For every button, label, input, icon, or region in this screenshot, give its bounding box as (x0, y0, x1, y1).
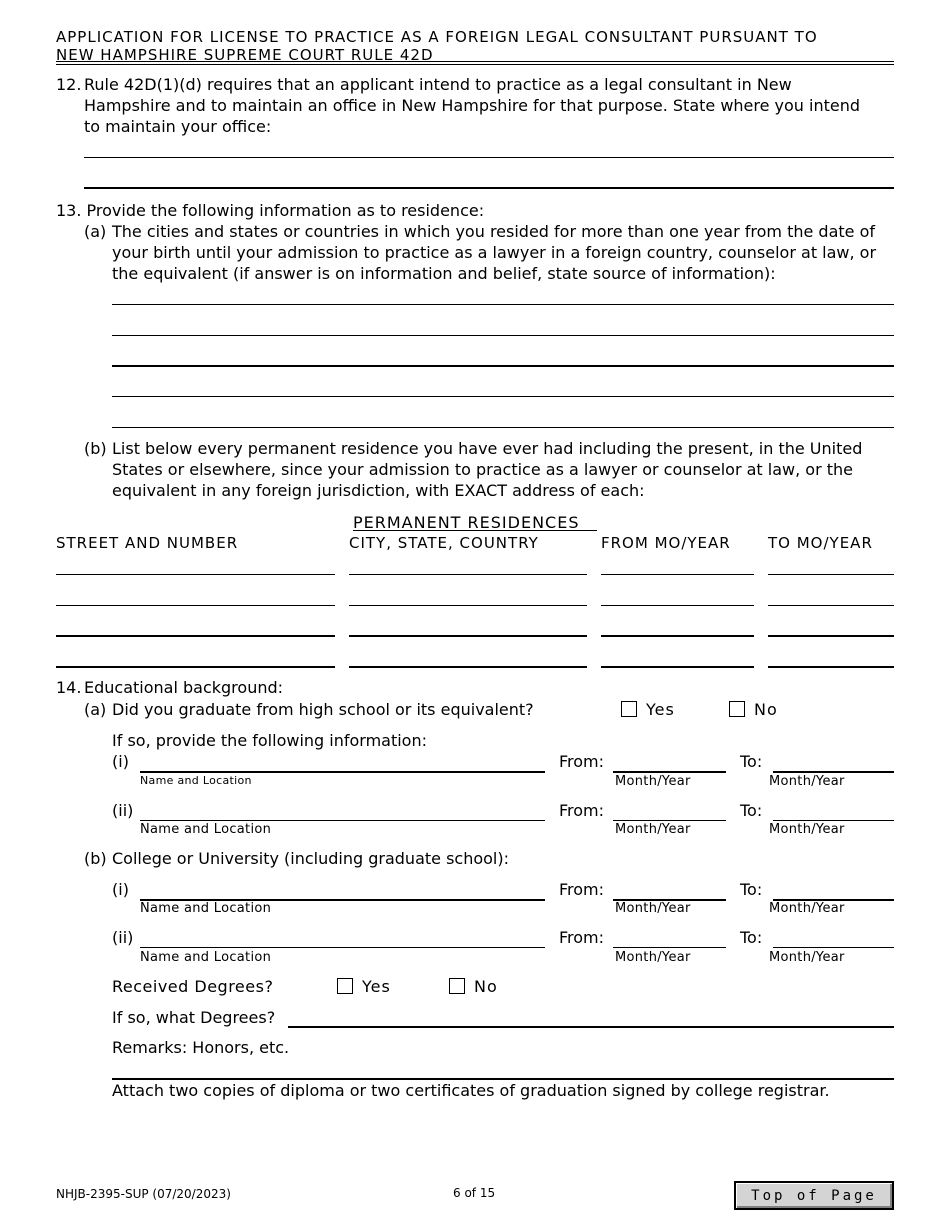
highschool-yes-label: Yes (646, 700, 675, 719)
college-ii-from-field[interactable] (613, 927, 726, 948)
hs-ii-from-caption: Month/Year (615, 822, 691, 837)
hs-ii-to-label: To: (740, 801, 763, 820)
residence-row2-from[interactable] (601, 585, 754, 606)
q14-number: 14. (56, 678, 82, 697)
college-ii-to-field[interactable] (773, 927, 894, 948)
hs-i-from-caption: Month/Year (615, 774, 691, 789)
q13b-text-line3: equivalent in any foreign jurisdiction, with EXACT address of each: (112, 481, 645, 500)
q12-number: 12. (56, 75, 82, 94)
q12-text-line2: Hampshire and to maintain an office in New Hampshire for that purpose. State where you intend (84, 96, 861, 115)
hs-i-from-field[interactable] (613, 751, 726, 773)
residence-row3-to[interactable] (768, 615, 894, 637)
top-of-page-label: Top of Page (751, 1187, 877, 1204)
college-i-name-location-field[interactable] (140, 879, 545, 901)
hs-i-to-caption: Month/Year (769, 774, 845, 789)
residence-row2-city[interactable] (349, 585, 587, 606)
q13a-residence-field-5[interactable] (112, 407, 894, 428)
q13a-residence-field-4[interactable] (112, 376, 894, 397)
q14a-label: (a) (84, 700, 107, 719)
q13a-label: (a) (84, 222, 107, 241)
college-i-label: (i) (112, 880, 129, 899)
college-i-from-label: From: (559, 880, 605, 899)
hs-ii-label: (ii) (112, 801, 134, 820)
college-ii-name-location-caption: Name and Location (140, 950, 272, 965)
college-i-from-caption: Month/Year (615, 901, 691, 916)
q13b-text-line1: List below every permanent residence you have ever had including the present, in the United (112, 439, 863, 458)
residence-row1-city[interactable] (349, 554, 587, 575)
hs-i-name-location-field[interactable] (140, 751, 545, 773)
q13b-label: (b) (84, 439, 107, 458)
q13a-text-line3: the equivalent (if answer is on information and belief, state source of information): (112, 264, 776, 283)
highschool-no-label: No (754, 700, 778, 719)
residence-row1-street[interactable] (56, 554, 335, 575)
college-i-from-field[interactable] (613, 879, 726, 901)
form-header-line2: NEW HAMPSHIRE SUPREME COURT RULE 42D (56, 46, 434, 64)
hs-ii-to-caption: Month/Year (769, 822, 845, 837)
q12-text-line1: Rule 42D(1)(d) requires that an applicant intend to practice as a legal consultant in New (84, 75, 792, 94)
col-from-header: FROM MO/YEAR (601, 534, 731, 552)
col-street-header: STREET AND NUMBER (56, 534, 239, 552)
college-i-name-location-caption: Name and Location (140, 901, 272, 916)
q14-title: Educational background: (84, 678, 284, 697)
hs-ii-name-location-field[interactable] (140, 800, 545, 821)
residence-row2-street[interactable] (56, 585, 335, 606)
what-degrees-field[interactable] (288, 1006, 894, 1028)
college-i-to-field[interactable] (773, 879, 894, 901)
hs-i-name-location-caption: Name and Location (140, 774, 252, 787)
q13a-residence-field-1[interactable] (112, 284, 894, 305)
residence-row1-to[interactable] (768, 554, 894, 575)
college-i-to-label: To: (740, 880, 763, 899)
degrees-no-label: No (474, 977, 498, 996)
college-i-to-caption: Month/Year (769, 901, 845, 916)
permanent-residences-title: PERMANENT RESIDENCES (353, 513, 580, 532)
header-rule-bottom (56, 64, 894, 65)
highschool-yes-checkbox[interactable] (621, 701, 637, 717)
header-rule-top (56, 61, 894, 62)
residence-row3-from[interactable] (601, 615, 754, 637)
q14a-if-so: If so, provide the following information: (112, 731, 427, 750)
hs-ii-to-field[interactable] (773, 800, 894, 821)
residence-row3-street[interactable] (56, 615, 335, 637)
q12-office-field-1[interactable] (84, 137, 894, 158)
q13a-residence-field-2[interactable] (112, 315, 894, 336)
q12-text-line3: to maintain your office: (84, 117, 272, 136)
form-id: NHJB-2395-SUP (07/20/2023) (56, 1187, 231, 1201)
form-header-line1: APPLICATION FOR LICENSE TO PRACTICE AS A FOREIGN LEGAL CONSULTANT PURSUANT TO (56, 28, 818, 46)
hs-i-to-label: To: (740, 752, 763, 771)
q14b-label: (b) (84, 849, 107, 868)
highschool-no-checkbox[interactable] (729, 701, 745, 717)
q13b-text-line2: States or elsewhere, since your admission to practice as a lawyer or counselor at law, or the (112, 460, 853, 479)
q13a-text-line1: The cities and states or countries in which you resided for more than one year from the date of (112, 222, 875, 241)
q13a-residence-field-3[interactable] (112, 345, 894, 367)
residence-row3-city[interactable] (349, 615, 587, 637)
col-to-header: TO MO/YEAR (768, 534, 873, 552)
residence-row4-street[interactable] (56, 646, 335, 668)
attach-diploma-note: Attach two copies of diploma or two certificates of graduation signed by college registrar. (112, 1081, 830, 1100)
permanent-residences-title-underline (353, 530, 597, 531)
degrees-no-checkbox[interactable] (449, 978, 465, 994)
col-city-header: CITY, STATE, COUNTRY (349, 534, 539, 552)
residence-row4-to[interactable] (768, 646, 894, 668)
college-ii-name-location-field[interactable] (140, 927, 545, 948)
q14a-question: Did you graduate from high school or its equivalent? (112, 700, 534, 719)
hs-ii-name-location-caption: Name and Location (140, 822, 272, 837)
college-ii-to-caption: Month/Year (769, 950, 845, 965)
page-number: 6 of 15 (453, 1186, 496, 1200)
hs-i-to-field[interactable] (773, 751, 894, 773)
degrees-yes-checkbox[interactable] (337, 978, 353, 994)
remarks-label: Remarks: Honors, etc. (112, 1038, 290, 1057)
college-ii-from-caption: Month/Year (615, 950, 691, 965)
hs-ii-from-label: From: (559, 801, 605, 820)
q14b-title: College or University (including graduate school): (112, 849, 509, 868)
hs-ii-from-field[interactable] (613, 800, 726, 821)
residence-row1-from[interactable] (601, 554, 754, 575)
degrees-yes-label: Yes (362, 977, 391, 996)
residence-row4-from[interactable] (601, 646, 754, 668)
residence-row2-to[interactable] (768, 585, 894, 606)
residence-row4-city[interactable] (349, 646, 587, 668)
top-of-page-button[interactable] (734, 1181, 894, 1210)
remarks-field[interactable] (112, 1058, 894, 1080)
received-degrees-label: Received Degrees? (112, 977, 274, 996)
q13a-text-line2: your birth until your admission to practice as a lawyer in a foreign country, counselor at law, or (112, 243, 877, 262)
hs-i-label: (i) (112, 752, 129, 771)
college-ii-to-label: To: (740, 928, 763, 947)
college-ii-label: (ii) (112, 928, 134, 947)
college-ii-from-label: From: (559, 928, 605, 947)
hs-i-from-label: From: (559, 752, 605, 771)
what-degrees-label: If so, what Degrees? (112, 1008, 276, 1027)
q12-office-field-2[interactable] (84, 167, 894, 189)
q13-intro: 13. Provide the following information as to residence: (56, 201, 485, 220)
